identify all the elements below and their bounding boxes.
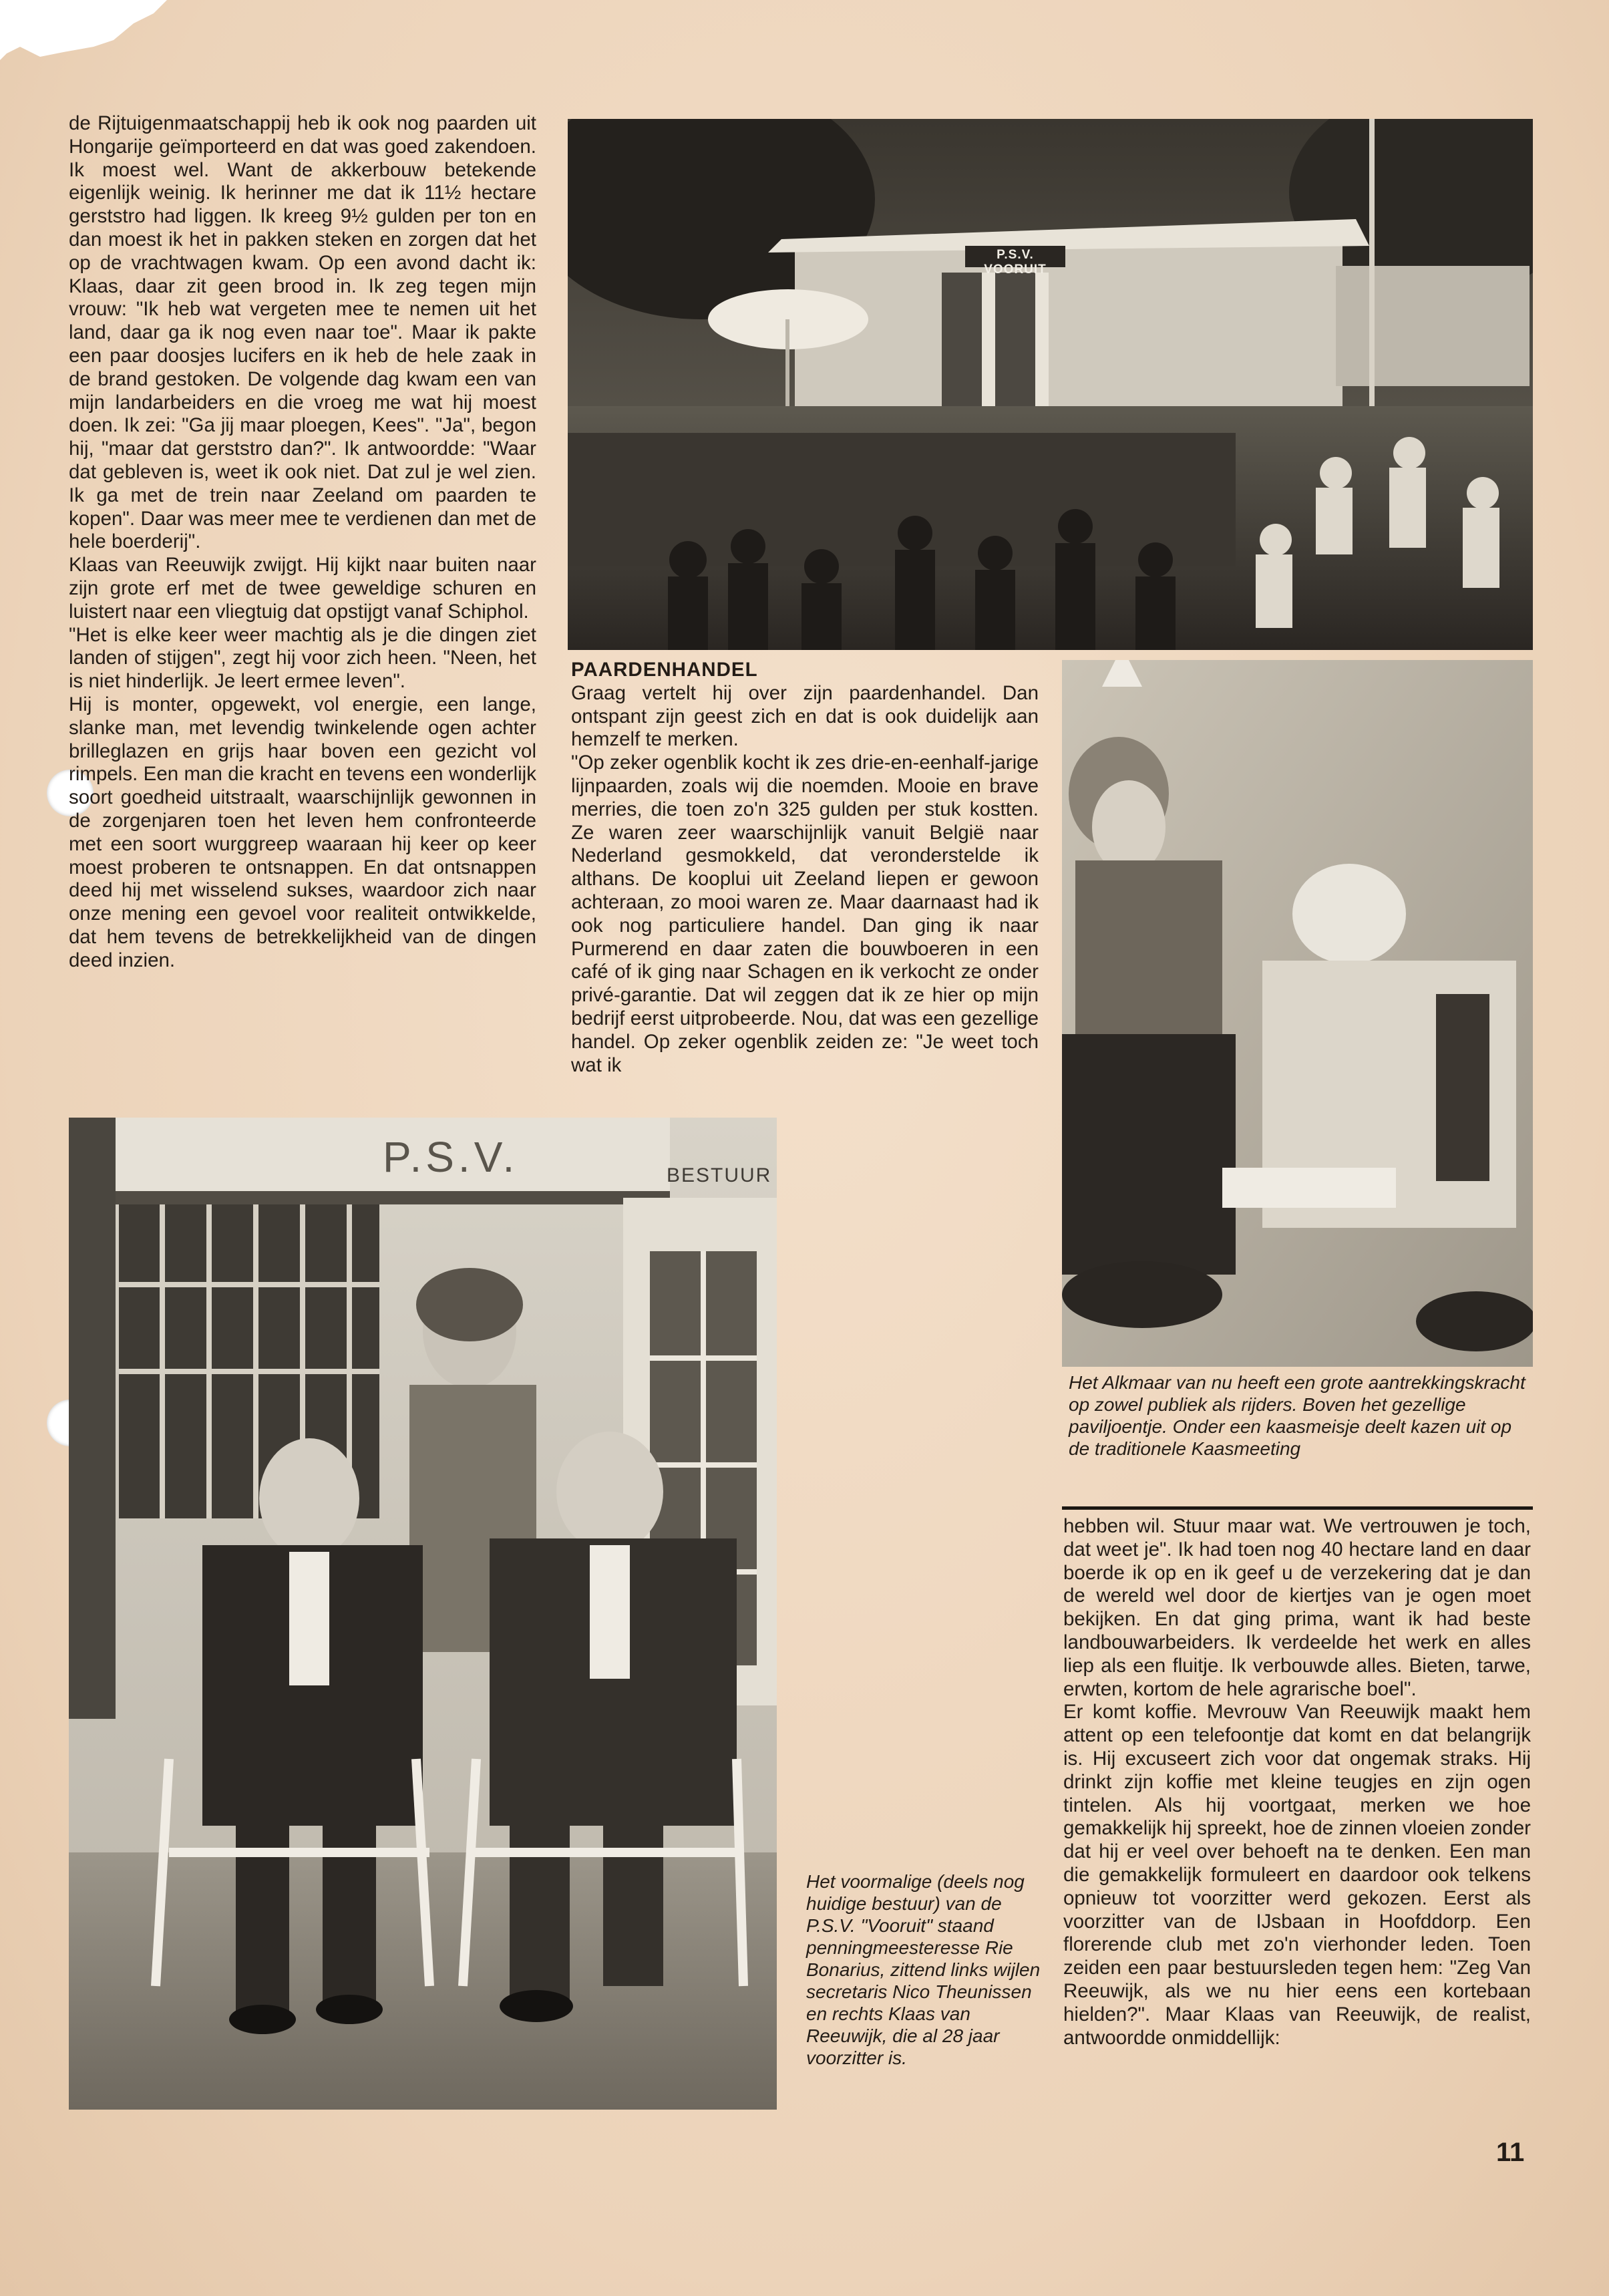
paragraph: de Rijtuigenmaatschappij heb ik ook nog paarden uit Hongarije geïmporteerd en dat was goed zakendoen. Ik moest wel. Want de akkerbouw betekende eigenlijk weinig. Ik herinner me dat ik 11½ hectare gerststro had liggen. Ik kreeg 9½ gulden per ton en dan moest ik het in pakken steken en zorgen dat het op de vrachtwagen kwam. Op een avond dacht ik: Klaas, daar zit geen brood in. Ik zeg tegen mijn vrouw: "Ik heb wat vergeten mee te nemen uit het land, daar ga ik nog even naar toe". Maar ik pakte een paar doosjes lucifers en ik heb de hele zaak in de brand gestoken. De volgende dag kwam een van mijn landarbeiders en die vroeg me wat hij moest doen. Ik zei: "Ga jij maar ploegen, Kees". "Ja", begon hij, "maar dat gerststro dan?". Ik antwoordde: "Waar dat gebleven is, weet ik ook niet. Dat zul je wel zien. Ik ga met de trein naar Zeeland om paarden te kopen". Daar was meer mee te verdienen dan met de hele boerderij".: [69, 112, 536, 553]
article-column-3: [1063, 1515, 1531, 2049]
building-sign: P.S.V.: [383, 1133, 519, 1181]
section-heading: PAARDENHANDEL: [571, 659, 758, 681]
article-column-1: [69, 112, 536, 972]
pavilion-sign: P.S.V. VOORUIT: [984, 248, 1047, 277]
paragraph: Graag vertelt hij over zijn paardenhandel. Dan ontspant zijn geest zich en dat is ook duidelijk aan hemzelf te merken.: [571, 681, 1039, 751]
paragraph: "Op zeker ogenblik kocht ik zes drie-en-eenhalf-jarige lijnpaarden, zoals wij die noemden. Mooie en brave merries, die toen zo'n 325 gulden per stuk kostten. Ze waren zeer waarschijnlijk vanuit België naar Nederland gesmokkeld, dat veronderstelde ik althans. De kooplui uit Zeeland liepen er gewoon achteraan, zo mooi waren ze. Maar daarnaast had ik ook nog particuliere handel. Dan ging ik naar Purmerend en daar zaten die bouwboeren in een café of ik ging naar Schagen en ik verkocht ze onder privé-garantie. Dat wil zeggen dat ik ze hier op mijn bedrijf eerst uitprobeerde. Nou, dat was een gezellige handel. Op zeker ogenblik zeiden ze: "Je weet toch wat ik: [571, 752, 1039, 1076]
page-number: 11: [1496, 2138, 1525, 2167]
paragraph: Er komt koffie. Mevrouw Van Reeuwijk maakt hem attent op een telefoontje dat komt en dat belangrijk is. Hij excuseert zich voor dat ongemak straks. Hij drinkt zijn koffie met kleine teugjes en zijn ogen tintelen. Als hij voortgaat, merken we hoe gemakkelijk hij spreekt, hoe de zinnen vloeien zonder dat hij er veel over behoeft na te denken. Een man die gemakkelijk formuleert en daardoor ook telkens opnieuw tot voorzitter werd gekozen. Eerst als voorzitter van de IJsbaan in Hoofddorp. Een florerende club met zo'n vierhonder leden. Toen zeiden een paar bestuursleden tegen hem: "Zeg Van Reeuwijk, als we nu hier eens een kortebaan hielden?". Maar Klaas van Reeuwijk, de realist, antwoordde onmiddellijk:: [1063, 1701, 1531, 2049]
door-sign: BESTUUR: [667, 1164, 772, 1186]
torn-corner: [0, 0, 167, 60]
article-column-2: [571, 659, 1039, 1077]
photo-cheese-girl: [1062, 660, 1533, 1367]
paragraph: "Het is elke keer weer machtig als je die dingen ziet landen of stijgen", zegt hij voor zich heen. "Neen, het is niet hinderlijk. Je leert ermee leven".: [69, 623, 536, 693]
photo-pavilion: [568, 119, 1533, 650]
caption-divider: [1062, 1506, 1533, 1510]
paragraph: Klaas van Reeuwijk zwijgt. Hij kijkt naar buiten naar zijn grote erf met de twee geweldige schuren en luistert naar een vliegtuig dat opstijgt vanaf Schiphol.: [69, 554, 536, 623]
caption-right: Het Alkmaar van nu heeft een grote aantrekkingskracht op zowel publiek als rijders. Boven het gezellige paviljoentje. Onder een kaasmeisje deelt kazen uit op de traditionele Kaasmeeting: [1069, 1372, 1526, 1459]
photo-board-members: [69, 1118, 777, 2110]
paragraph: Hij is monter, opgewekt, vol energie, een lange, slanke man, met levendig twinkelende ogen achter brilleglazen en grijs haar boven een gezicht vol rimpels. Een man die kracht en tevens een wonderlijk soort goedheid uitstraalt, waarschijnlijk gewonnen in de zorgenjaren toen het leven hem confronteerde met een soort wurggreep waaraan hij keer op keer moest proberen te ontsnappen. En dat ontsnappen deed hij met wisselend sukses, waardoor zich naar onze mening een gevoel voor realiteit ontwikkelde, dat hem tevens de betrekkelijkheid van de dingen deed inzien.: [69, 693, 536, 971]
paragraph: hebben wil. Stuur maar wat. We vertrouwen je toch, dat weet je". Ik had toen nog 40 hectare land en daar boerde ik op en ik geef u de verzekering dat je dan de wereld wel door de kiertjes van je ogen moet bekijken. En dat ging prima, want ik had beste landbouwarbeiders. Ik verdeelde het werk en alles liep als een fluitje. Ik verbouwde alles. Bieten, tarwe, erwten, kortom de hele agrarische boel".: [1063, 1515, 1531, 1700]
caption-bottom: Het voormalige (deels nog huidige bestuur) van de P.S.V. "Vooruit" staand penningmeesteresse Rie Bonarius, zittend links wijlen secretaris Nico Theunissen en rechts Klaas van Reeuwijk, die al 28 jaar voorzitter is.: [806, 1871, 1041, 2068]
